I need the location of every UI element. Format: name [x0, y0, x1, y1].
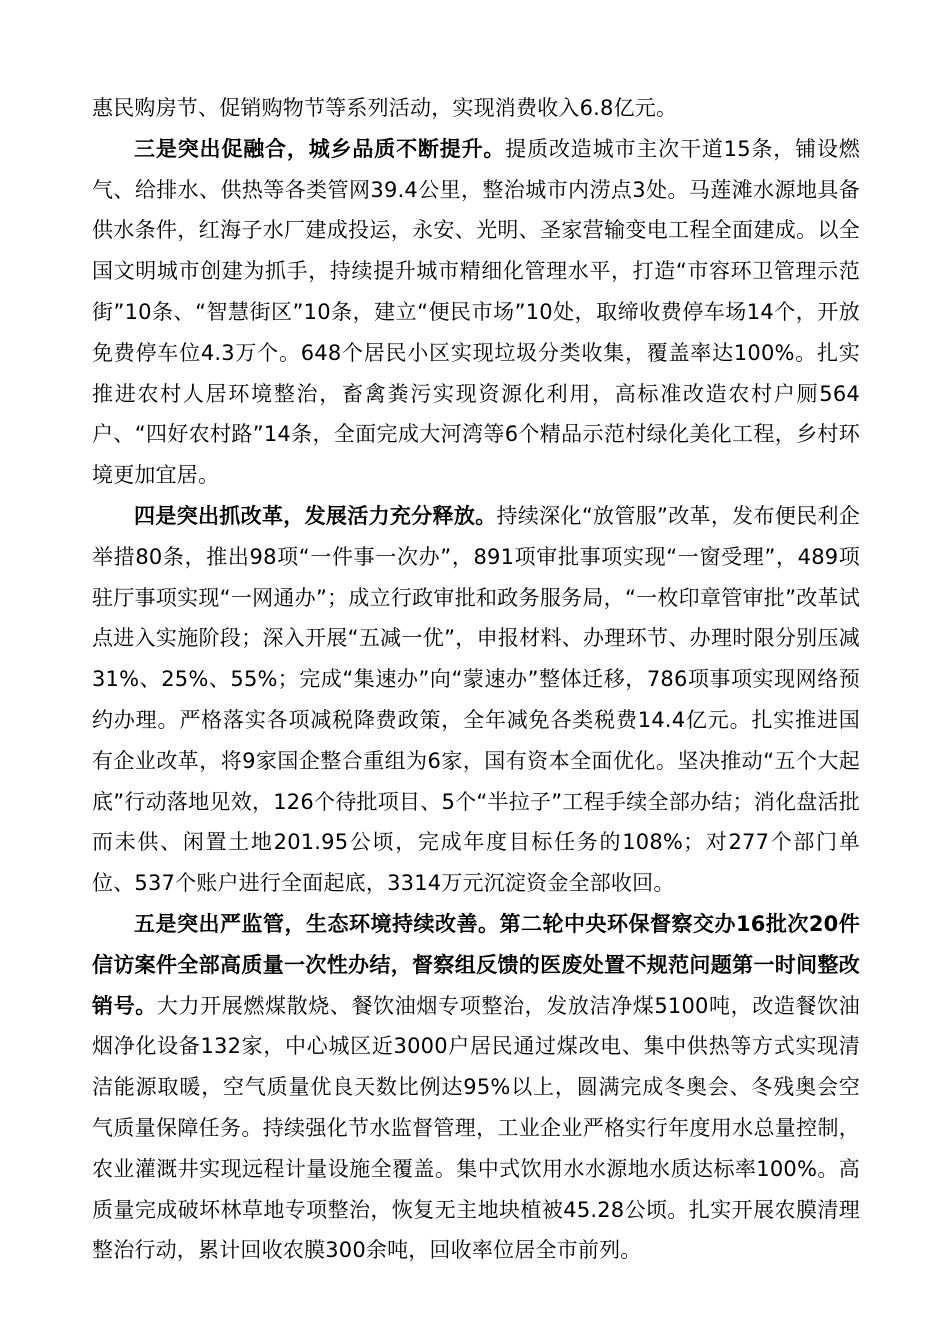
- paragraph-lead: 五是突出严监管，生态环境持续改善。第二轮中央环保督察交办16批次20件信访案件全部高质量一次性办结，督察组反馈的医废处置不规范问题第一时间整改销号。: [92, 911, 860, 1018]
- paragraph-consumption-continued: [92, 88, 860, 129]
- paragraph-body: 提质改造城市主次干道15条，铺设燃气、给排水、供热等各类管网39.4公里，整治城市内涝点3处。马莲滩水源地具备供水条件，红海子水厂建成投运，永安、光明、圣家营输变电工程全面建成。以全国文明城市创建为抓手，持续提升城市精细化管理水平，打造“市容环卫管理示范街”10条、“智慧街区”10条，建立“便民市场”10处，取缔收费停车场14个，开放免费停车位4.3万个。648个居民小区实现垃圾分类收集，覆盖率达100%。扎实推进农村人居环境整治，畜禽粪污实现资源化利用，高标准改造农村户厕564户、“四好农村路”14条，全面完成大河湾等6个精品示范村绿化美化工程，乡村环境更加宜居。: [92, 136, 860, 488]
- paragraph-urban-rural-quality: [92, 129, 860, 496]
- paragraph-lead: 四是突出抓改革，发展活力充分释放。: [134, 503, 497, 528]
- document-page: [92, 88, 860, 1271]
- paragraph-environment: [92, 904, 860, 1271]
- paragraph-body: 惠民购房节、促销购物节等系列活动，实现消费收入6.8亿元。: [92, 96, 678, 120]
- paragraph-body: 持续深化“放管服”改革，发布便民利企举措80条，推出98项“一件事一次办”，891项审批事项实现“一窗受理”，489项驻厅事项实现“一网通办”；成立行政审批和政务服务局，“一枚印章管审批”改革试点进入实施阶段；深入开展“五减一优”，申报材料、办理环节、办理时限分别压减31%、25%、55%；完成“集速办”向“蒙速办”整体迁移，786项事项实现网络预约办理。严格落实各项减税降费政策，全年减免各类税费14.4亿元。扎实推进国有企业改革，将9家国企整合重组为6家，国有资本全面优化。坚决推动“五个大起底”行动落地见效，126个待批项目、5个“半拉子”工程手续全部办结；消化盘活批而未供、闲置土地201.95公顷，完成年度目标任务的108%；对277个部门单位、537个账户进行全面起底，3314万元沉淀资金全部收回。: [92, 503, 860, 896]
- paragraph-lead: 三是突出促融合，城乡品质不断提升。: [134, 136, 506, 161]
- paragraph-reform: [92, 496, 860, 904]
- paragraph-body: 大力开展燃煤散烧、餐饮油烟专项整治，发放洁净煤5100吨，改造餐饮油烟净化设备132家，中心城区近3000户居民通过煤改电、集中供热等方式实现清洁能源取暖，空气质量优良天数比例达95%以上，圆满完成冬奥会、冬残奥会空气质量保障任务。持续强化节水监督管理，工业企业严格实行年度用水总量控制，农业灌溉井实现远程计量设施全覆盖。集中式饮用水水源地水质达标率100%。高质量完成破坏林草地专项整治，恢复无主地块植被45.28公顷。扎实开展农膜清理整治行动，累计回收农膜300余吨，回收率位居全市前列。: [92, 993, 860, 1263]
